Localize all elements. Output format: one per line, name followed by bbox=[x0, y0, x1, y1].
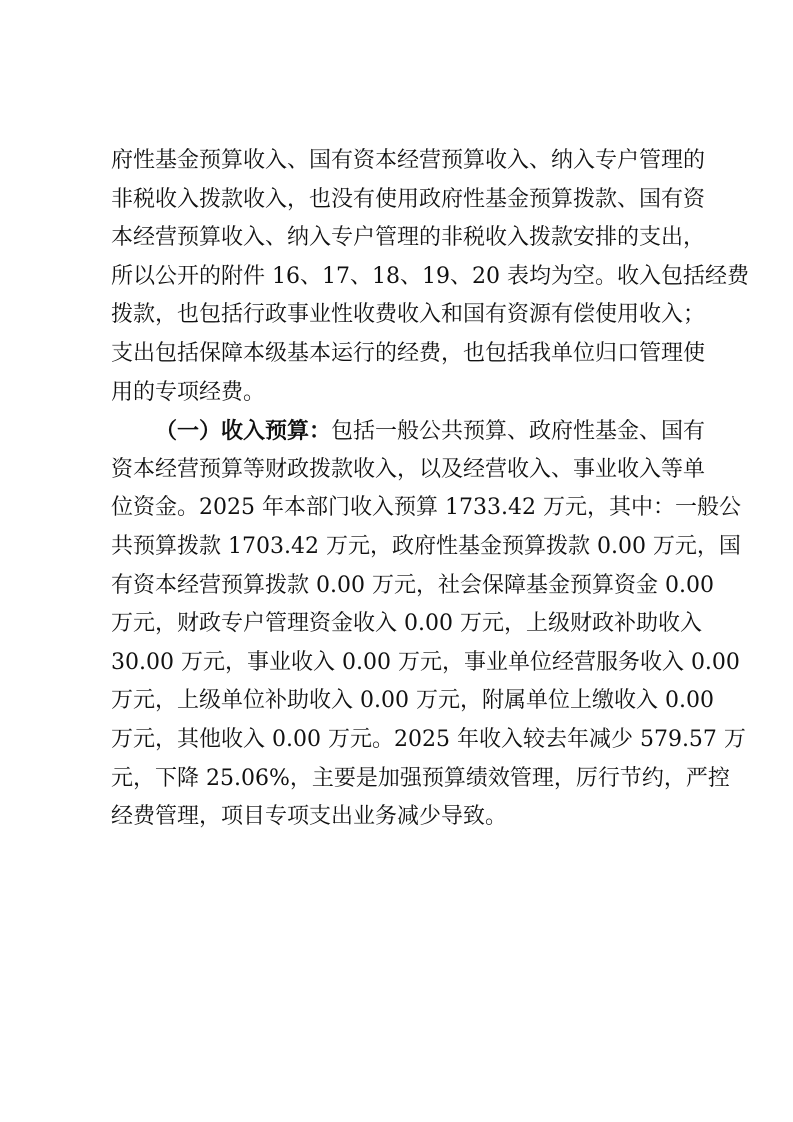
paragraph-line: 非税收入拨款收入，也没有使用政府性基金预算拨款、国有资 bbox=[111, 186, 706, 212]
document-page bbox=[111, 142, 749, 837]
paragraph-line: 经费管理，项目专项支出业务减少导致。 bbox=[111, 804, 508, 830]
paragraph-line: 30.00 万元，事业收入 0.00 万元，事业单位经营服务收入 0.00 bbox=[111, 649, 740, 675]
paragraph-line: 用的专项经费。 bbox=[111, 379, 266, 405]
paragraph-first-line bbox=[111, 412, 706, 451]
paragraph-line: 共预算拨款 1703.42 万元，政府性基金预算拨款 0.00 万元，国 bbox=[111, 533, 741, 559]
paragraph-line: 位资金。2025 年本部门收入预算 1733.42 万元，其中：一般公 bbox=[111, 495, 741, 521]
paragraph-1 bbox=[111, 142, 749, 412]
paragraph-2 bbox=[111, 412, 746, 837]
paragraph-line: 拨款，也包括行政事业性收费收入和国有资源有偿使用收入； bbox=[111, 302, 706, 328]
paragraph-line: 有资本经营预算拨款 0.00 万元，社会保障基金预算资金 0.00 bbox=[111, 572, 714, 598]
section-heading: （一）收入预算： bbox=[155, 418, 332, 445]
paragraph-text: 包括一般公共预算、政府性基金、国有 bbox=[331, 419, 706, 445]
paragraph-line: 万元，其他收入 0.00 万元。2025 年收入较去年减少 579.57 万 bbox=[111, 726, 746, 752]
paragraph-line: 元，下降 25.06%，主要是加强预算绩效管理，厉行节约，严控 bbox=[111, 765, 730, 791]
paragraph-line: 万元，上级单位补助收入 0.00 万元，附属单位上缴收入 0.00 bbox=[111, 688, 714, 714]
paragraph-line: 万元，财政专户管理资金收入 0.00 万元，上级财政补助收入 bbox=[111, 611, 702, 637]
paragraph-line: 支出包括保障本级基本运行的经费，也包括我单位归口管理使 bbox=[111, 340, 706, 366]
paragraph-line: 本经营预算收入、纳入专户管理的非税收入拨款安排的支出， bbox=[111, 225, 706, 251]
paragraph-line: 所以公开的附件 16、17、18、19、20 表均为空。收入包括经费 bbox=[111, 263, 749, 289]
paragraph-line: 府性基金预算收入、国有资本经营预算收入、纳入专户管理的 bbox=[111, 148, 706, 173]
paragraph-line: 资本经营预算等财政拨款收入，以及经营收入、事业收入等单 bbox=[111, 456, 706, 482]
